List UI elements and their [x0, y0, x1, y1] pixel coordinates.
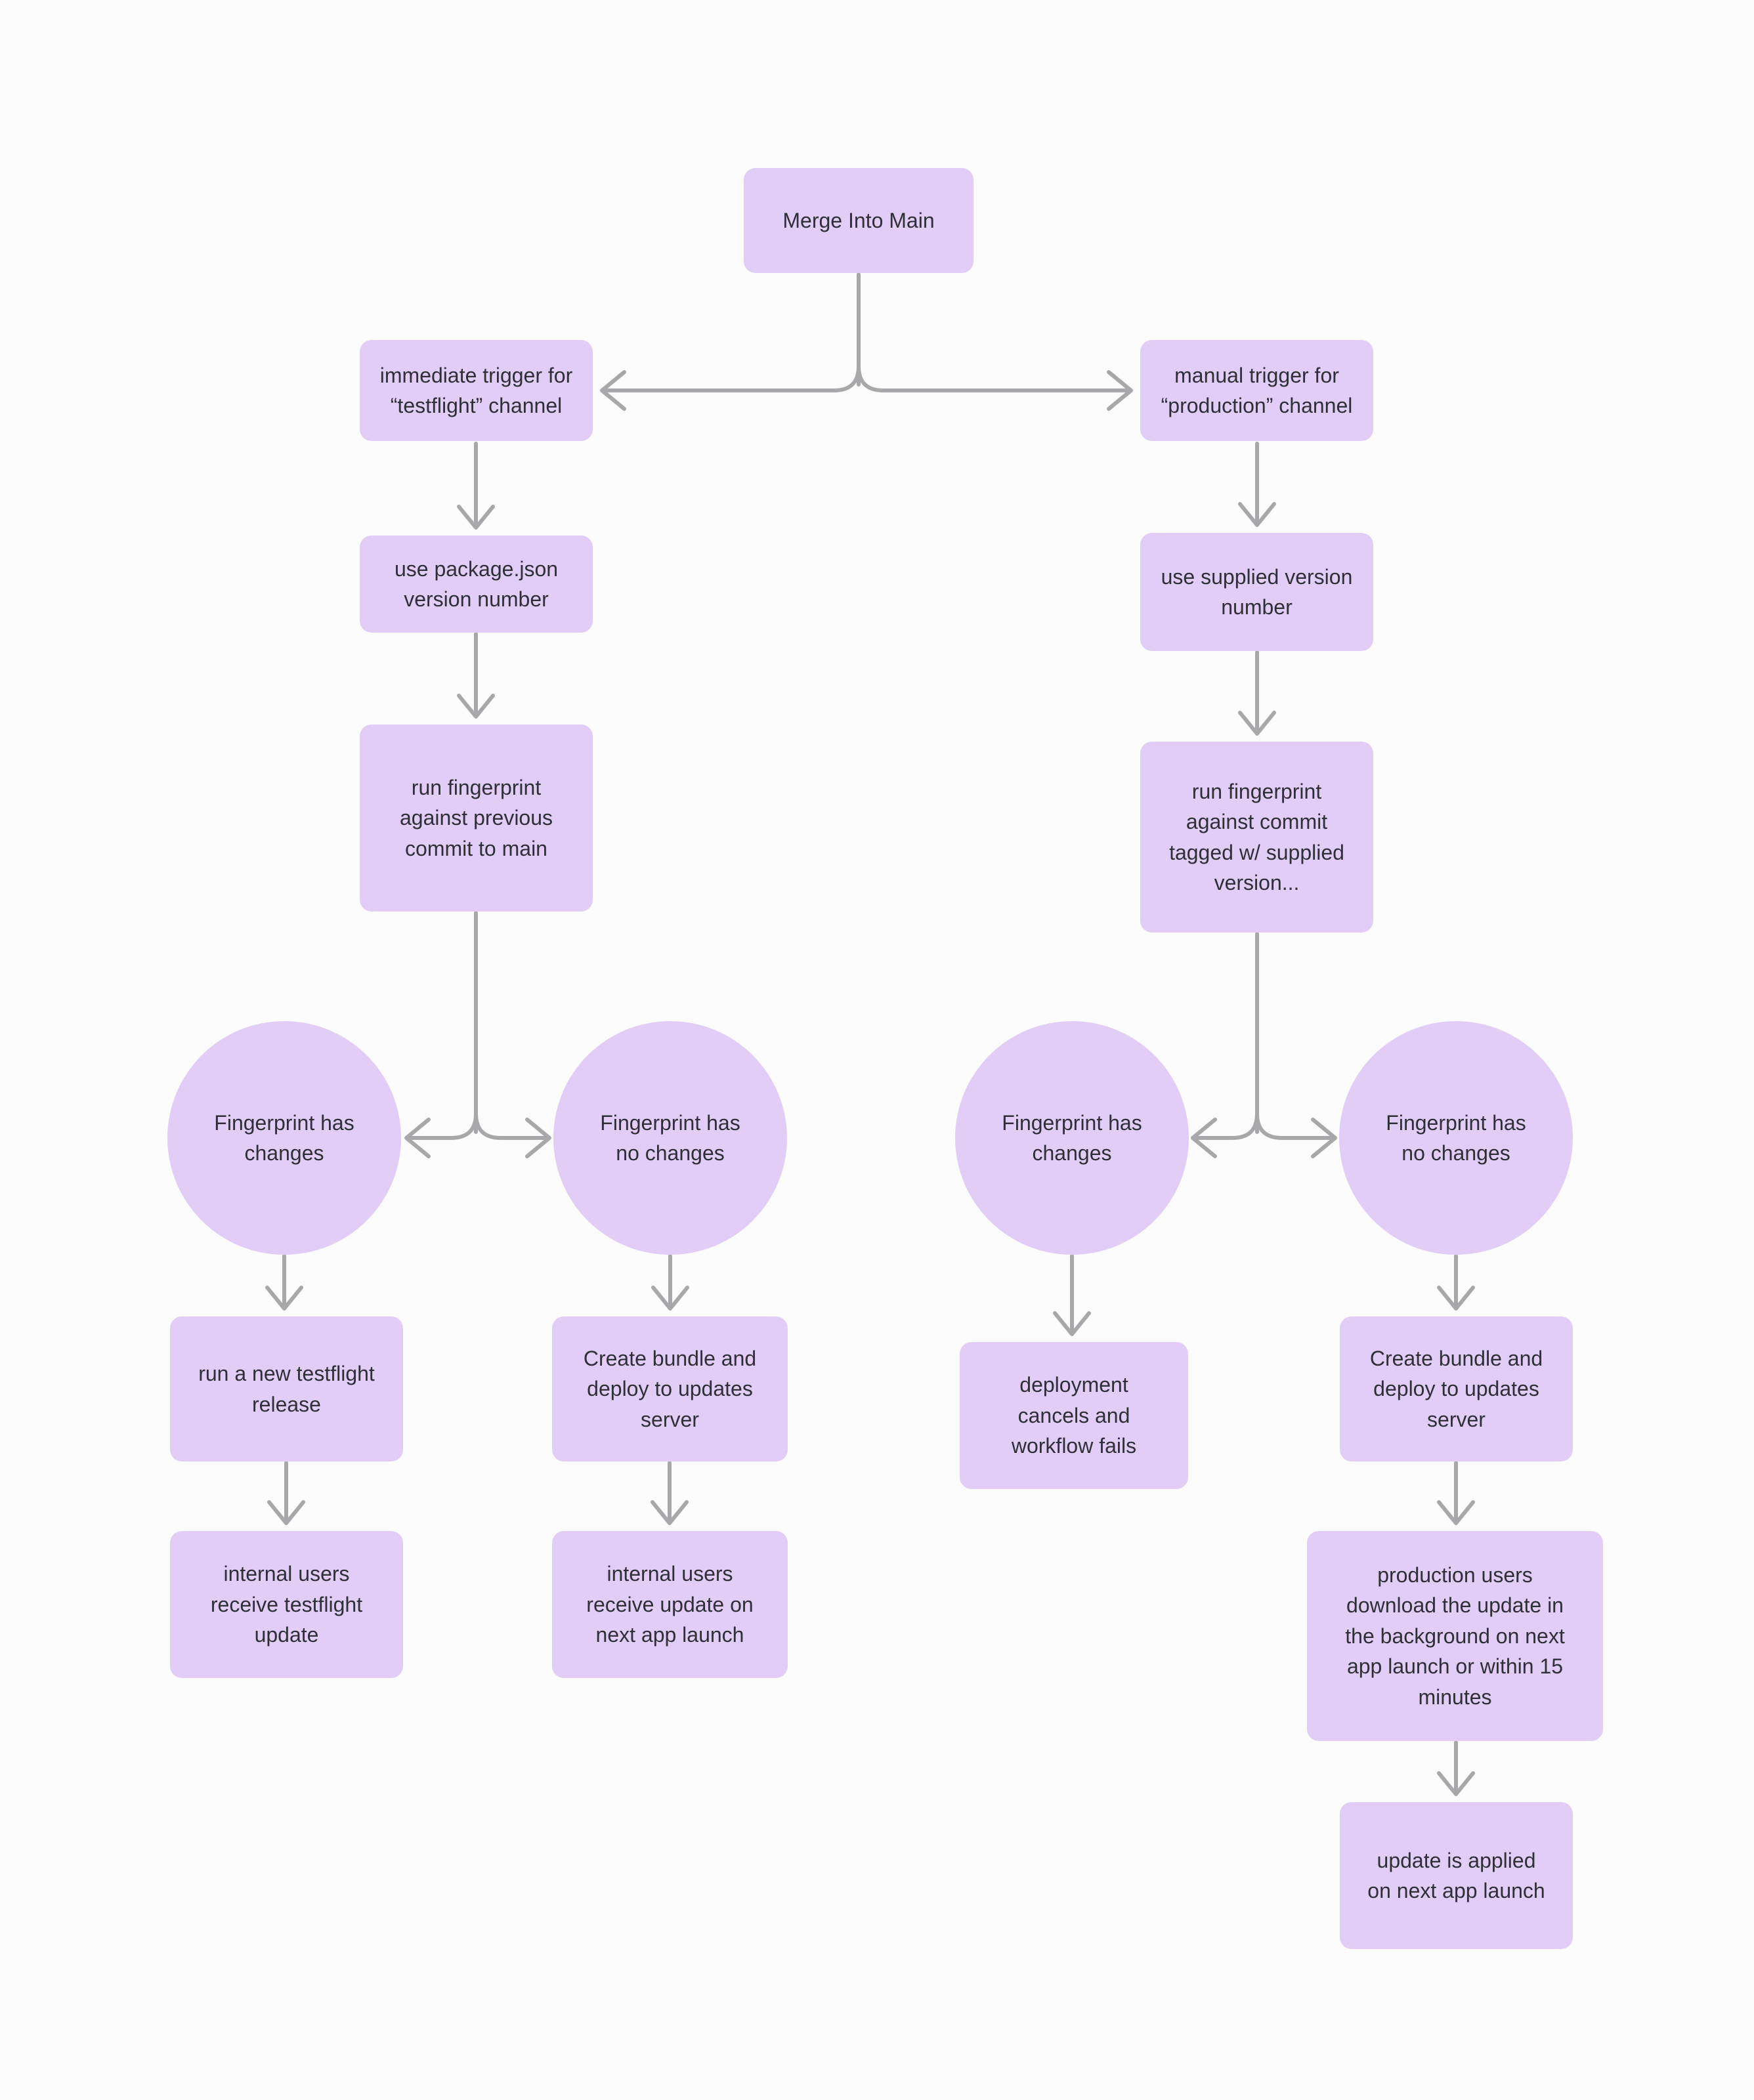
node-manual-trigger-production	[1140, 340, 1373, 441]
node-run-new-testflight-release	[170, 1316, 403, 1461]
node-fingerprint-tagged-commit	[1140, 742, 1373, 933]
node-label: Create bundle and deploy to updates server	[1369, 1346, 1543, 1431]
node-internal-users-next-app-launch	[552, 1531, 788, 1678]
connector-production-fingerprint-to-results	[1193, 934, 1335, 1156]
node-internal-users-testflight-update	[170, 1531, 403, 1678]
node-label: Create bundle and deploy to updates server	[583, 1346, 757, 1431]
node-create-bundle-deploy-testflight	[552, 1316, 788, 1461]
node-create-bundle-deploy-production	[1340, 1316, 1573, 1461]
node-use-supplied-version	[1140, 533, 1373, 651]
node-label: Fingerprint has no changes	[600, 1110, 740, 1165]
node-fingerprint-previous-commit	[360, 724, 593, 912]
node-use-package-json-version	[360, 536, 593, 633]
connector-no-changes-to-bundle-deploy-production	[1439, 1256, 1473, 1309]
connector-changes-to-deployment-cancels	[1055, 1256, 1089, 1334]
node-production-fingerprint-has-changes	[955, 1021, 1189, 1255]
connector-bundle-deploy-to-internal-next-launch	[652, 1463, 687, 1523]
node-label: run fingerprint against commit tagged w/ supplied version...	[1169, 779, 1344, 894]
node-immediate-trigger-testflight	[360, 340, 593, 441]
connector-production-download-to-update-applied	[1439, 1742, 1473, 1794]
node-production-fingerprint-no-changes	[1339, 1021, 1573, 1255]
node-label: use supplied version number	[1161, 564, 1353, 619]
node-testflight-fingerprint-has-changes	[167, 1021, 401, 1255]
node-label: Fingerprint has changes	[1002, 1110, 1142, 1165]
node-label: production users download the update in the background on next app launch or within 15 minutes	[1345, 1563, 1565, 1709]
connector-changes-to-testflight-release	[267, 1256, 301, 1309]
connector-use-package-json-to-fingerprint	[459, 634, 493, 717]
node-label: deployment cancels and workflow fails	[1011, 1373, 1137, 1458]
node-label: Merge Into Main	[782, 208, 935, 232]
node-merge-into-main	[744, 168, 973, 273]
node-deployment-cancels-workflow-fails	[960, 1342, 1188, 1489]
connector-testflight-trigger-to-use-package-json	[459, 444, 493, 528]
node-label: internal users receive update on next app launch	[586, 1562, 754, 1647]
node-label: internal users receive testflight update	[210, 1562, 363, 1647]
node-update-applied-next-launch	[1340, 1802, 1573, 1949]
node-label: manual trigger for “production” channel	[1161, 363, 1353, 417]
node-label: update is applied on next app launch	[1367, 1848, 1545, 1902]
node-production-users-download-update	[1307, 1531, 1603, 1741]
connector-merge-to-triggers	[602, 274, 1131, 409]
node-label: immediate trigger for “testflight” channel	[379, 363, 573, 417]
connector-no-changes-to-bundle-deploy-testflight	[653, 1256, 687, 1309]
connector-production-trigger-to-use-supplied-version	[1240, 444, 1274, 525]
node-label: Fingerprint has changes	[214, 1110, 354, 1165]
connector-bundle-deploy-to-production-download	[1439, 1463, 1473, 1523]
connector-testflight-fingerprint-to-results	[406, 913, 549, 1156]
node-label: run a new testflight release	[198, 1362, 375, 1416]
node-label: run fingerprint against previous commit to main	[399, 775, 553, 860]
node-label: Fingerprint has no changes	[1386, 1110, 1526, 1165]
node-label: use package.json version number	[394, 556, 559, 611]
connector-testflight-release-to-internal-update	[269, 1463, 303, 1523]
connector-use-supplied-version-to-fingerprint	[1240, 652, 1274, 734]
node-testflight-fingerprint-no-changes	[553, 1021, 787, 1255]
